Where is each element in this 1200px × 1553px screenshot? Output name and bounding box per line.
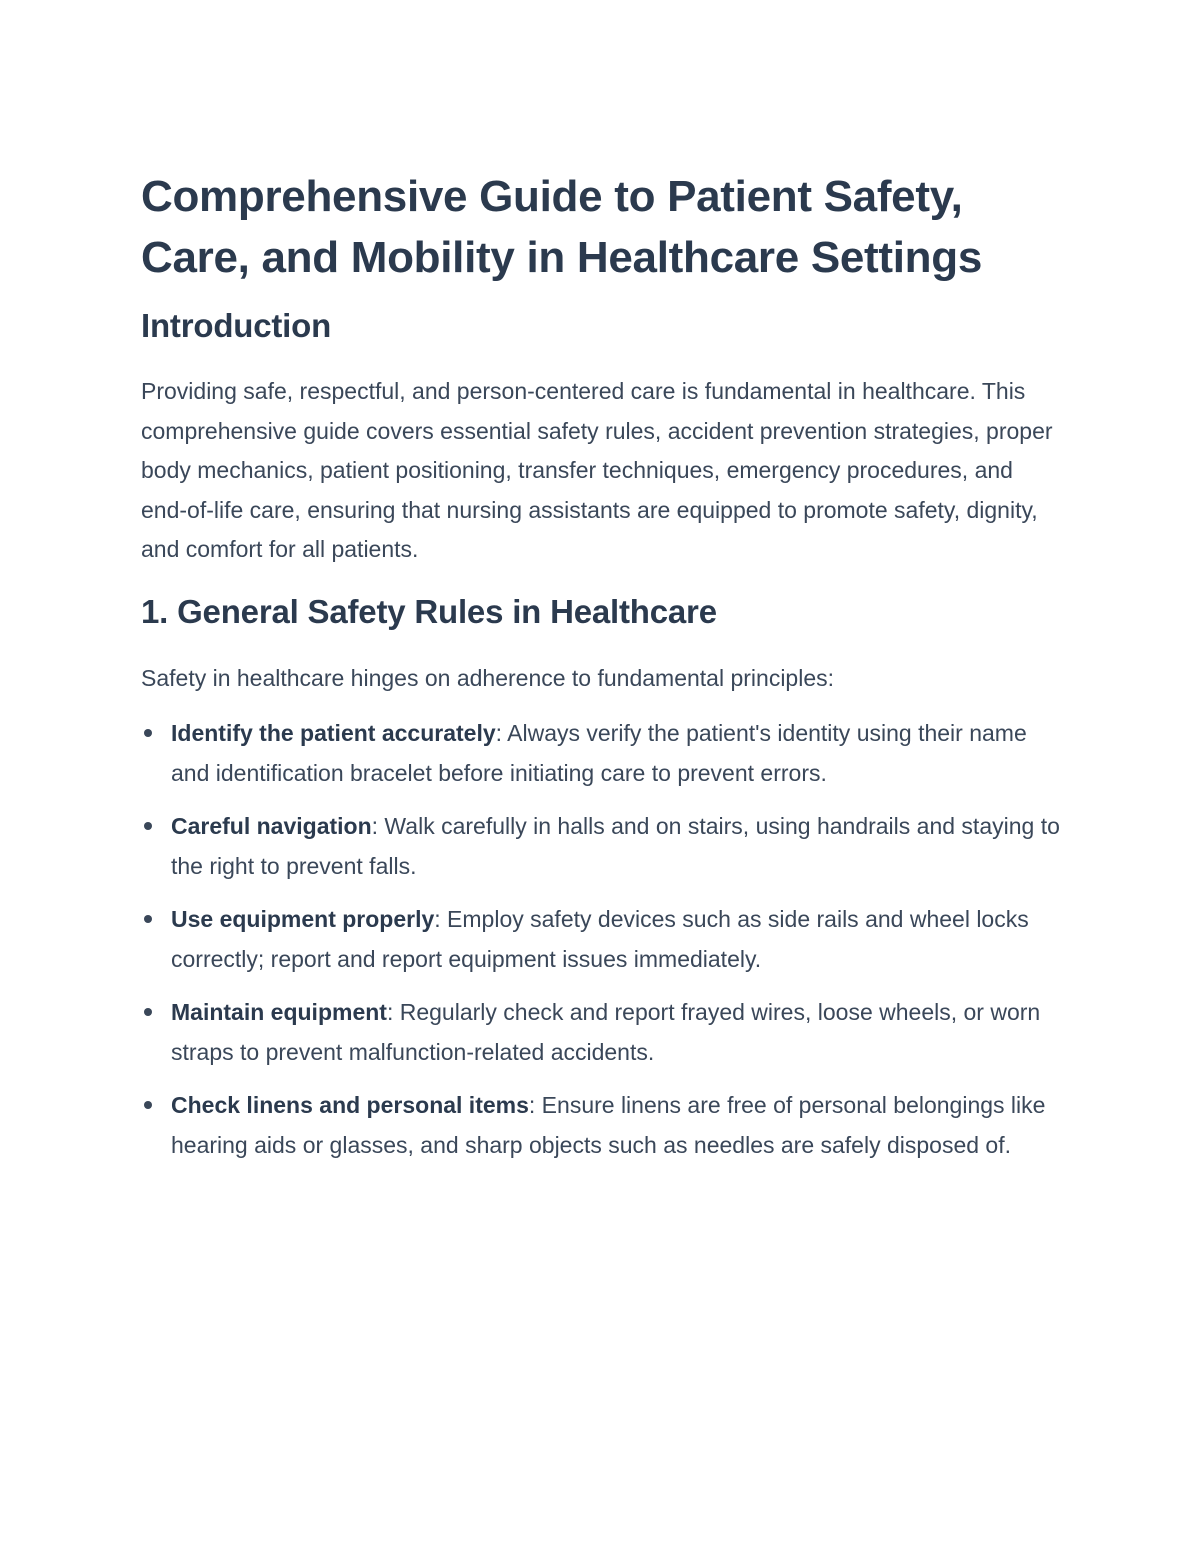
document-page <box>141 166 1061 1178</box>
bullet-icon <box>144 729 152 737</box>
list-item <box>141 1085 1061 1165</box>
document-title: Comprehensive Guide to Patient Safety, Care, and Mobility in Healthcare Settings <box>141 172 982 282</box>
section-1-lead-paragraph: Safety in healthcare hinges on adherence to fundamental principles: <box>141 664 835 691</box>
list-item-text: : Regularly check and report frayed wires, loose wheels, or worn straps to prevent malfunction-related accidents. <box>171 998 1041 1065</box>
list-item-term: Use equipment properly <box>171 905 435 932</box>
introduction-paragraph: Providing safe, respectful, and person-centered care is fundamental in healthcare. This comprehensive guide covers essential safety rules, accident prevention strategies, proper body mechanics, patient positioning, transfer techniques, emergency procedures, and end-of-life care, ensuring that nursing assistants are equipped to promote safety, dignity, and comfort for all patients. <box>141 378 1053 563</box>
list-item-text: : Employ safety devices such as side rails and wheel locks correctly; report and report equipment issues immediately. <box>171 905 1029 972</box>
list-item <box>141 713 1061 793</box>
list-item-text: : Always verify the patient's identity using their name and identification bracelet before initiating care to prevent errors. <box>171 719 1027 786</box>
list-item-term: Maintain equipment <box>171 998 387 1025</box>
bullet-icon <box>144 1008 152 1016</box>
list-item <box>141 806 1061 886</box>
list-item-term: Check linens and personal items <box>171 1091 529 1118</box>
introduction-heading: Introduction <box>141 307 332 344</box>
bullet-icon <box>144 822 152 830</box>
safety-rules-list <box>141 713 1061 1165</box>
list-item-term: Identify the patient accurately <box>171 719 496 746</box>
list-item <box>141 899 1061 979</box>
list-item-text: : Walk carefully in halls and on stairs, using handrails and staying to the right to prevent falls. <box>171 812 1060 879</box>
section-1-heading: 1. General Safety Rules in Healthcare <box>141 592 717 630</box>
list-item-term: Careful navigation <box>171 812 372 839</box>
list-item-text: : Ensure linens are free of personal belongings like hearing aids or glasses, and sharp objects such as needles are safely disposed of. <box>171 1091 1046 1158</box>
list-item <box>141 992 1061 1072</box>
bullet-icon <box>144 1101 152 1109</box>
bullet-icon <box>144 915 152 923</box>
